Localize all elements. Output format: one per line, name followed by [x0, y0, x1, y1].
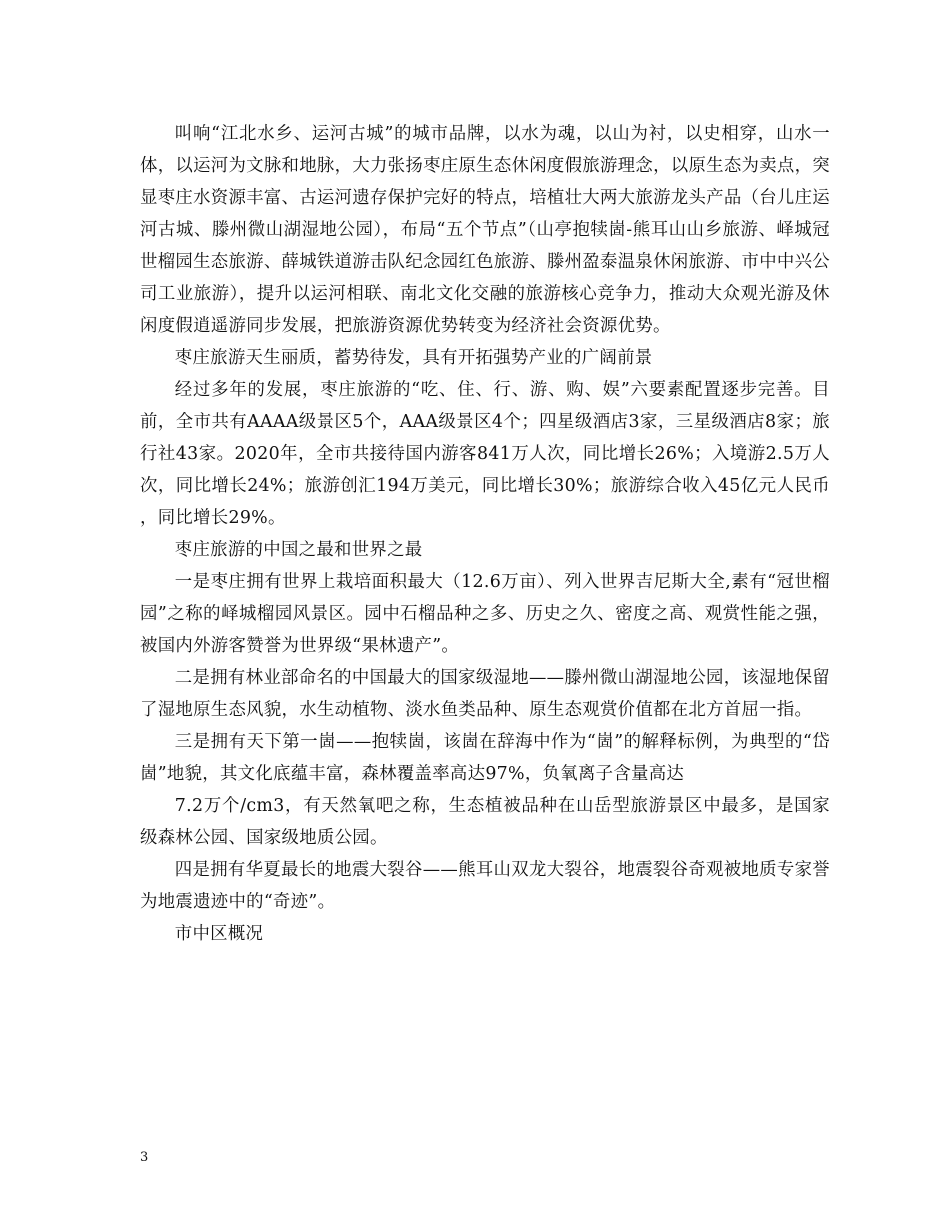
paragraph-pomegranate-garden: 一是枣庄拥有世界上栽培面积最大（12.6万亩）、列入世界吉尼斯大全,素有“冠世榴园”之称的峄城榴园风景区。园中石榴品种之多、历史之久、密度之高、观赏性能之强，被国内外游客赞誉为世界级“果林遗产”。 — [140, 572, 830, 656]
heading-tourism-prospects: 枣庄旅游天生丽质，蓄势待发，具有开拓强势产业的广阔前景 — [174, 348, 653, 368]
body-text — [140, 118, 830, 950]
paragraph-tourism-strategy: 叫响“江北水乡、运河古城”的城市品牌，以水为魂，以山为衬，以史相穿，山水一体，以运河为文脉和地脉，大力张扬枣庄原生态休闲度假旅游理念，以原生态为卖点，突显枣庄水资源丰富、古运河遗存保护完好的特点，培植壮大两大旅游龙头产品（台儿庄运河古城、滕州微山湖湿地公园），布局“五个节点”（山亭抱犊崮-熊耳山山乡旅游、峄城冠世榴园生态旅游、薛城铁道游击队纪念园红色旅游、滕州盈泰温泉休闲旅游、市中中兴公司工业旅游），提升以运河相联、南北文化交融的旅游核心竞争力，推动大众观光游及休闲度假逍遥游同步发展，把旅游资源优势转变为经济社会资源优势。 — [140, 124, 830, 336]
paragraph-forest-park: 7.2万个/cm3，有天然氧吧之称，生态植被品种在山岳型旅游景区中最多，是国家级森林公园、国家级地质公园。 — [140, 796, 830, 848]
paragraph-baodu-gu: 三是拥有天下第一崮——抱犊崮，该崮在辞海中作为“崮”的解释标例，为典型的“岱崮”地貌，其文化底蕴丰富，森林覆盖率高达97%，负氧离子含量高达 — [140, 732, 830, 784]
heading-superlatives: 枣庄旅游的中国之最和世界之最 — [174, 540, 423, 560]
heading-shizhong-overview: 市中区概况 — [174, 924, 264, 944]
page-number: 3 — [140, 1150, 149, 1165]
paragraph-tourism-development: 经过多年的发展，枣庄旅游的“吃、住、行、游、购、娱”六要素配置逐步完善。目前，全市共有AAAA级景区5个，AAA级景区4个；四星级酒店3家，三星级酒店8家；旅行社43家。2020年，全市共接待国内游客841万人次，同比增长26%；入境游2.5万人次，同比增长24%；旅游创汇194万美元，同比增长30%；旅游综合收入45亿元人民币，同比增长29%。 — [140, 380, 830, 528]
paragraph-wetland: 二是拥有林业部命名的中国最大的国家级湿地——滕州微山湖湿地公园，该湿地保留了湿地原生态风貌，水生动植物、淡水鱼类品种、原生态观赏价值都在北方首屈一指。 — [140, 668, 830, 720]
paragraph-rift-valley: 四是拥有华夏最长的地震大裂谷——熊耳山双龙大裂谷，地震裂谷奇观被地质专家誉为地震遗迹中的“奇迹”。 — [140, 860, 830, 912]
